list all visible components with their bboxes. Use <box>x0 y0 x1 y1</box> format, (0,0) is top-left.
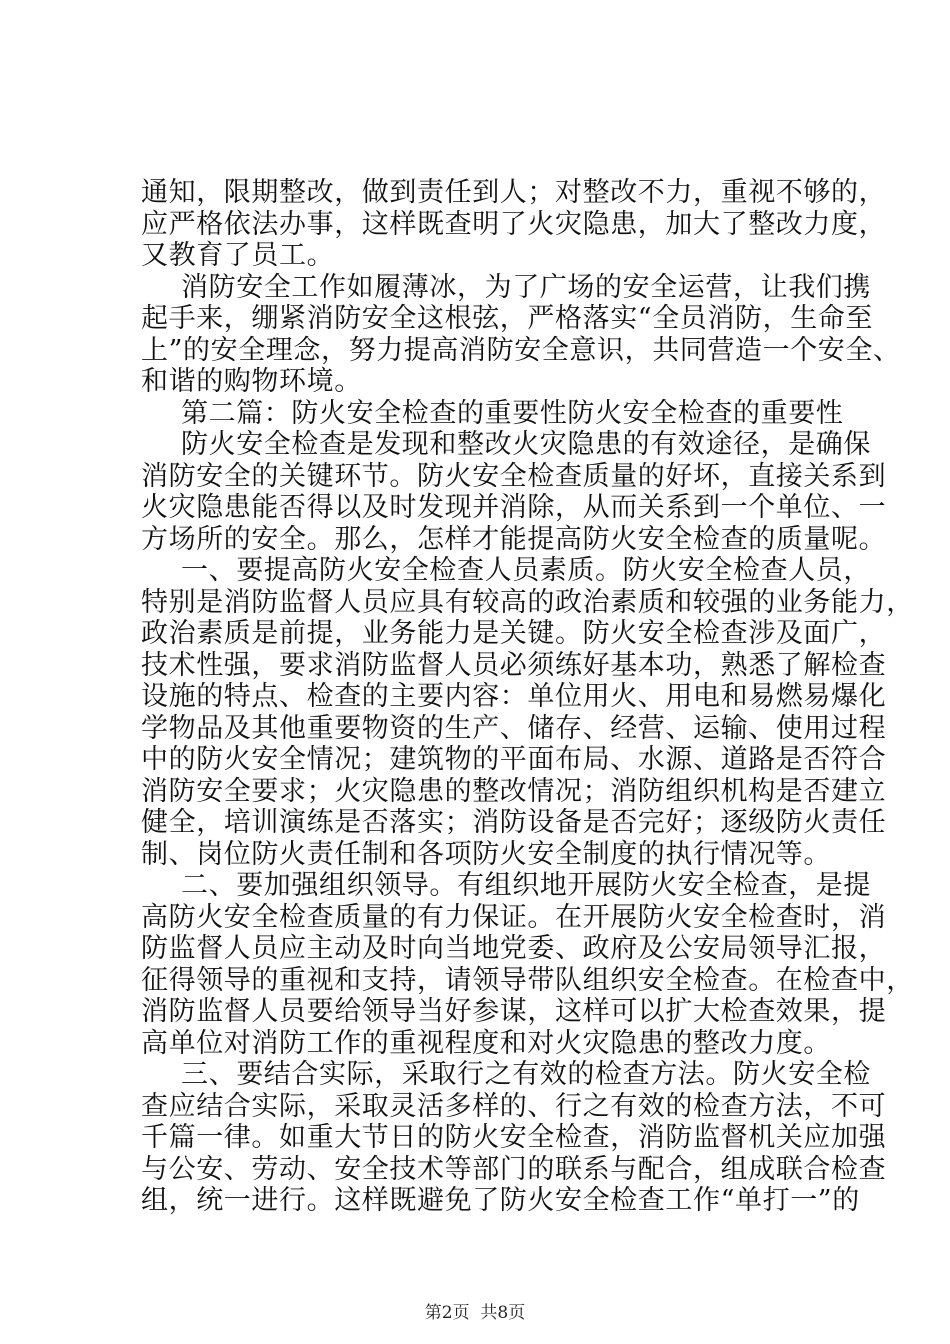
text-line: 高防火安全检查质量的有力保证。在开展防火安全检查时，消 <box>141 901 887 933</box>
text-line: 通知，限期整改，做到责任到人；对整改不力，重视不够的， <box>141 177 887 208</box>
text-line: 消防安全工作如履薄冰，为了广场的安全运营，让我们携 <box>181 271 871 303</box>
text-line: 二、要加强组织领导。有组织地开展防火安全检查，是提 <box>181 870 871 901</box>
text-line: 消防安全要求；火灾隐患的整改情况；消防组织机构是否建立 <box>141 775 887 807</box>
text-line: 又教育了员工。 <box>141 240 335 271</box>
text-line: 学物品及其他重要物资的生产、储存、经营、运输、使用过程 <box>141 712 887 744</box>
text-line: 中的防火安全情况；建筑物的平面布局、水源、道路是否符合 <box>141 744 887 775</box>
text-line: 高单位对消防工作的重视程度和对火灾隐患的整改力度。 <box>141 1027 831 1059</box>
text-line: 设施的特点、检查的主要内容：单位用火、用电和易燃易爆化 <box>141 681 887 712</box>
text-line: 应严格依法办事，这样既查明了火灾隐患，加大了整改力度， <box>141 208 887 240</box>
text-line: 防火安全检查是发现和整改火灾隐患的有效途径，是确保 <box>181 429 871 460</box>
text-line: 健全，培训演练是否落实；消防设备是否完好；逐级防火责任 <box>141 807 887 838</box>
text-line: 与公安、劳动、安全技术等部门的联系与配合，组成联合检查 <box>141 1153 887 1185</box>
text-line: 制、岗位防火责任制和各项防火安全制度的执行情况等。 <box>141 838 831 870</box>
text-line: 上”的安全理念，努力提高消防安全意识，共同营造一个安全、 <box>141 334 901 366</box>
text-line: 消防安全的关键环节。防火安全检查质量的好坏，直接关系到 <box>141 460 887 492</box>
text-line: 千篇一律。如重大节日的防火安全检查，消防监督机关应加强 <box>141 1122 887 1153</box>
text-line: 征得领导的重视和支持，请领导带队组织安全检查。在检查中， <box>141 964 914 996</box>
text-line: 火灾隐患能否得以及时发现并消除，从而关系到一个单位、一 <box>141 492 887 523</box>
text-line: 方场所的安全。那么，怎样才能提高防火安全检查的质量呢。 <box>141 523 887 555</box>
text-line: 消防监督人员要给领导当好参谋，这样可以扩大检查效果，提 <box>141 996 887 1027</box>
text-line: 一、要提高防火安全检查人员素质。防火安全检查人员， <box>181 555 871 586</box>
text-line: 和谐的购物环境。 <box>141 366 362 397</box>
text-line: 查应结合实际，采取灵活多样的、行之有效的检查方法，不可 <box>141 1090 887 1122</box>
text-line: 第二篇：防火安全检查的重要性防火安全检查的重要性 <box>181 397 844 429</box>
page-footer <box>0 1303 950 1323</box>
text-line: 防监督人员应主动及时向当地党委、政府及公安局领导汇报， <box>141 933 887 964</box>
text-line: 特别是消防监督人员应具有较高的政治素质和较强的业务能力， <box>141 586 914 618</box>
text-line: 政治素质是前提，业务能力是关键。防火安全检查涉及面广， <box>141 618 887 649</box>
text-line: 起手来，绷紧消防安全这根弦，严格落实“全员消防，生命至 <box>141 303 874 334</box>
document-body <box>141 177 914 1217</box>
text-line: 三、要结合实际，采取行之有效的检查方法。防火安全检 <box>181 1059 871 1090</box>
text-line: 组，统一进行。这样既避免了防火安全检查工作“单打一”的 <box>141 1185 860 1216</box>
text-line: 技术性强，要求消防监督人员必须练好基本功，熟悉了解检查 <box>141 649 887 681</box>
page-number-label: 第2页 共8页 <box>424 1303 526 1323</box>
